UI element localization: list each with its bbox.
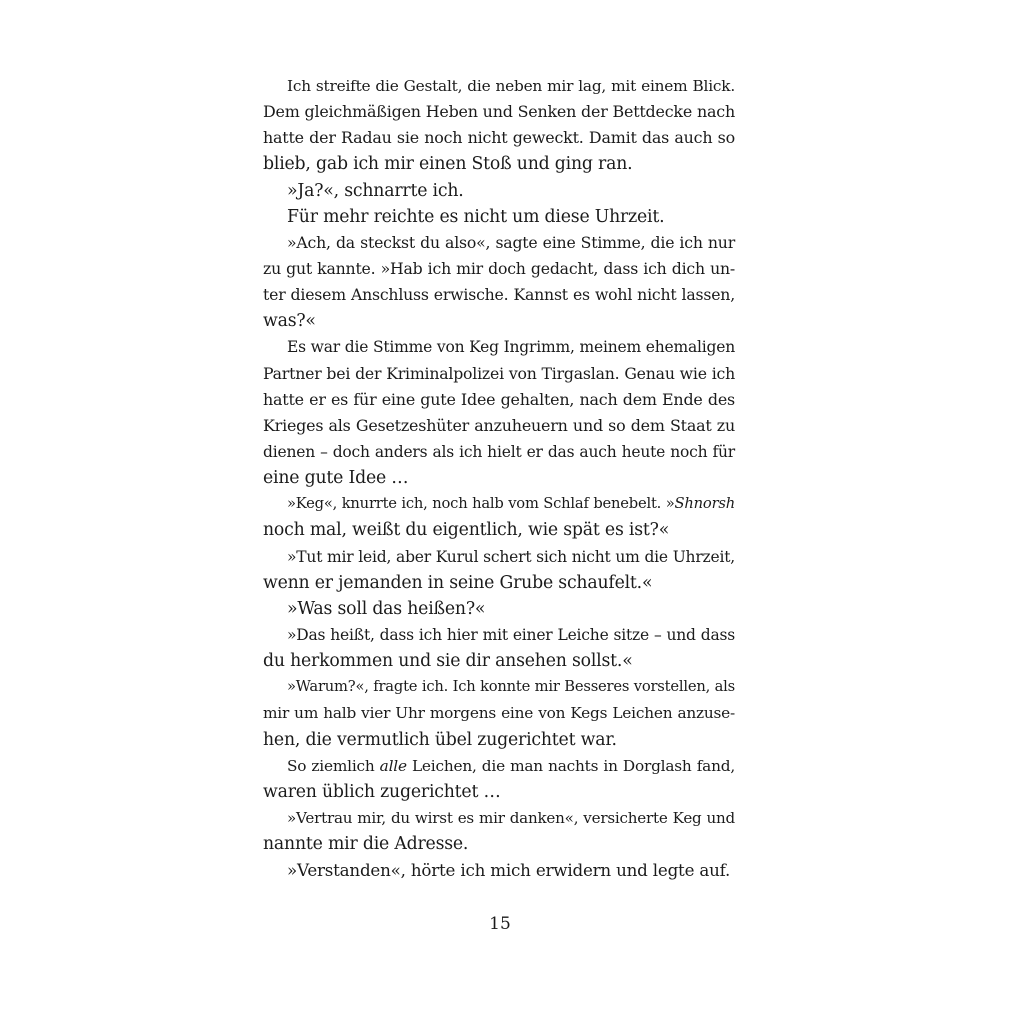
italic-word: Shnorsh [674, 495, 735, 513]
text-line: waren üblich zugerichtet … [263, 781, 501, 802]
italic-word: alle [379, 756, 407, 775]
text-fragment: So ziemlich [287, 756, 380, 775]
text-fragment: »Keg«, knurrte ich, noch halb vom Schlaf benebelt. » [287, 495, 675, 513]
text-line: Es war die Stimme von Keg Ingrimm, meinem ehemaligen [287, 338, 735, 357]
text-line: hatte er es für eine gute Idee gehalten, nach dem Ende des [263, 389, 735, 409]
text-line: Ich streifte die Gestalt, die neben mir lag, mit einem Blick. [287, 77, 735, 95]
text-line: noch mal, weißt du eigentlich, wie spät es ist?« [263, 520, 670, 541]
text-line: »Was soll das heißen?« [287, 598, 486, 619]
text-line: blieb, gab ich mir einen Stoß und ging ran. [263, 154, 633, 175]
text-line: »Verstanden«, hörte ich mich erwidern und legte auf. [287, 860, 731, 881]
text-line: hen, die vermutlich übel zugerichtet war. [263, 729, 617, 750]
text-line: wenn er jemanden in seine Grube schaufelt.« [263, 572, 653, 593]
text-line: »Das heißt, dass ich hier mit einer Leiche sitze – und dass [287, 625, 735, 644]
text-line: »Ja?«, schnarrte ich. [287, 180, 464, 201]
text-line: dienen – doch anders als ich hielt er das auch heute noch für [263, 442, 735, 461]
text-line [263, 753, 735, 779]
text-line: zu gut kannte. »Hab ich mir doch gedacht, dass ich dich un- [263, 258, 735, 278]
text-line: »Ach, da steckst du also«, sagte eine Stimme, die ich nur [287, 232, 735, 252]
text-line [263, 491, 735, 517]
text-line: Krieges als Gesetzeshüter anzuheuern und so dem Staat zu [263, 415, 735, 435]
text-line: hatte der Radau sie noch nicht geweckt. Damit das auch so [263, 128, 735, 148]
text-line: Partner bei der Kriminalpolizei von Tirgaslan. Genau wie ich [263, 363, 735, 383]
text-line: ter diesem Anschluss erwische. Kannst es wohl nicht lassen, [263, 285, 735, 305]
text-line: Dem gleichmäßigen Heben und Senken der Bettdecke nach [263, 102, 735, 122]
text-line: nannte mir die Adresse. [263, 834, 469, 855]
text-line: »Tut mir leid, aber Kurul schert sich nicht um die Uhrzeit, [287, 547, 735, 566]
body-text [263, 73, 735, 883]
text-line: Für mehr reichte es nicht um diese Uhrzeit. [287, 206, 665, 227]
text-line: eine gute Idee … [263, 468, 409, 489]
text-fragment: Leichen, die man nachts in Dorglash fand, [406, 756, 735, 775]
text-line: du herkommen und sie dir ansehen sollst.« [263, 651, 633, 672]
text-line: »Warum?«, fragte ich. Ich konnte mir Besseres vorstellen, als [287, 678, 735, 696]
page-number: 15 [489, 914, 511, 934]
text-line: mir um halb vier Uhr morgens eine von Kegs Leichen anzuse- [263, 704, 735, 723]
text-line: »Vertrau mir, du wirst es mir danken«, versicherte Keg und [287, 808, 735, 827]
text-line: was?« [263, 311, 316, 332]
